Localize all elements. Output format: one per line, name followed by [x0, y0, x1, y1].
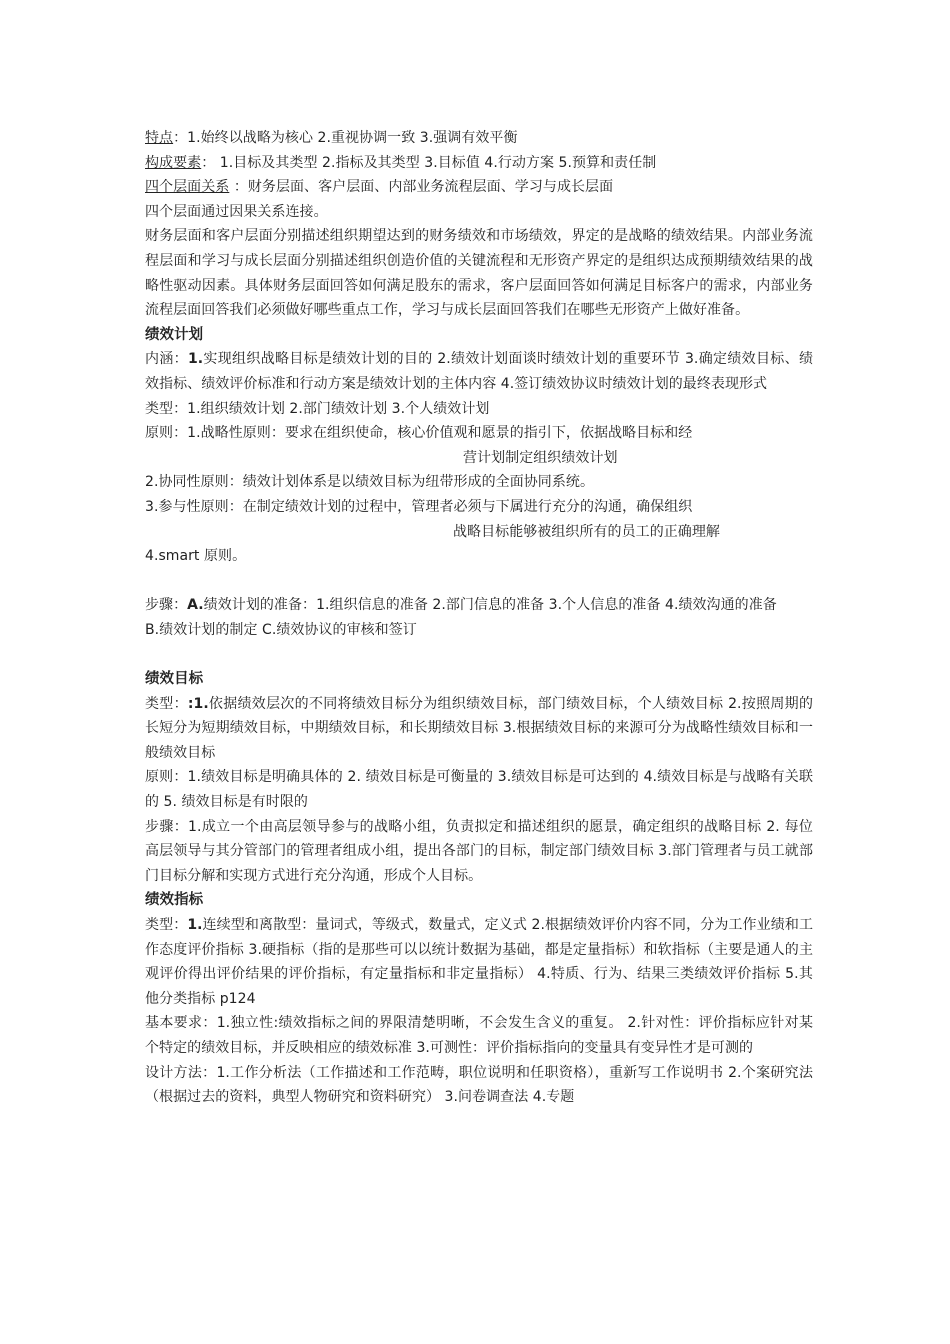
indicator-types-prefix: 类型：	[145, 917, 188, 933]
elements-line	[145, 151, 813, 176]
four-levels-line	[145, 175, 813, 200]
levels-paragraph: 财务层面和客户层面分别描述组织期望达到的财务绩效和市场绩效，界定的是战略的绩效结果。内部业务流程层面和学习与成长层面分别描述组织创造价值的关键流程和无形资产界定的是组织达成预期绩效结果的战略性驱动因素。具体财务层面回答如何满足股东的需求，客户层面回答如何满足目标客户的需求，内部业务流程层面回答我们必须做好哪些重点工作，学习与成长层面回答我们在哪些无形资产上做好准备。	[145, 228, 813, 319]
plan-steps-text: 绩效计划的准备：1.组织信息的准备 2.部门信息的准备 3.个人信息的准备 4.绩效沟通的准备	[203, 597, 777, 614]
goal-steps: 步骤：1.成立一个由高层领导参与的战略小组，负责拟定和描述组织的愿景，确定组织的战略目标 2. 每位高层领导与其分管部门的管理者组成小组，提出各部门的目标，制定部门绩效目标 3.部门管理者与员工就部门目标分解和实现方式进行充分沟通，形成个人目标。	[145, 818, 813, 884]
spacer	[145, 642, 813, 667]
plan-principle-3-cont: 战略目标能够被组织所有的员工的正确理解	[453, 523, 720, 540]
indicator-types-text: 连续型和离散型：量词式，等级式，数量式，定义式 2.根据绩效评价内容不同，分为工作业绩和工作态度评价指标 3.硬指标（指的是那些可以以统计数据为基础，都是定量指标）和软指标（主要是通人的主观评价得出评价结果的评价指标，有定量指标和非定量指标） 4.特质、行为、结果三类绩效评价指标 5.其他分类指标 p124	[145, 917, 813, 1007]
causal-line: 四个层面通过因果关系连接。	[145, 203, 328, 220]
plan-connotation-num: 1.	[187, 351, 204, 368]
four-levels-label: 四个层面关系	[145, 179, 230, 196]
features-text: ：1.始终以战略为核心 2.重视协调一致 3.强调有效平衡	[173, 130, 518, 146]
plan-steps-letter: A.	[187, 597, 204, 614]
indicator-requirements: 基本要求：1.独立性:绩效指标之间的界限清楚明晰，不会发生含义的重复。 2.针对性：评价指标应针对某个特定的绩效目标，并反映相应的绩效标准 3.可测性：评价指标指向的变量具有变异性才是可测的	[145, 1015, 813, 1056]
goal-types-num: :1.	[187, 695, 209, 712]
plan-principle-1: 原则：1.战略性原则：要求在组织使命，核心价值观和愿景的指引下，依据战略目标和经	[145, 425, 693, 442]
features-label: 特点	[145, 130, 174, 146]
goal-principles: 原则：1.绩效目标是明确具体的 2. 绩效目标是可衡量的 3.绩效目标是可达到的 4.绩效目标是与战略有关联的 5. 绩效目标是有时限的	[145, 769, 813, 811]
plan-steps-prefix: 步骤：	[145, 597, 188, 614]
indicator-heading: 绩效指标	[145, 892, 204, 909]
plan-principle-4: 4.smart 原则。	[145, 548, 247, 565]
plan-steps	[145, 593, 813, 618]
plan-principle-3: 3.参与性原则：在制定绩效计划的过程中，管理者必须与下属进行充分的沟通，确保组织	[145, 498, 693, 515]
plan-types: 类型：1.组织绩效计划 2.部门绩效计划 3.个人绩效计划	[145, 400, 490, 417]
goal-types-text: 依据绩效层次的不同将绩效目标分为组织绩效目标，部门绩效目标，个人绩效目标 2.按照周期的长短分为短期绩效目标，中期绩效目标，和长期绩效目标 3.根据绩效目标的来源可分为战略性绩效目标和一般绩效目标	[145, 695, 813, 761]
indicator-types-num: 1.	[187, 917, 203, 933]
plan-connotation	[145, 347, 813, 396]
plan-principle-2: 2.协同性原则：绩效计划体系是以绩效目标为纽带形成的全面协同系统。	[145, 474, 595, 491]
goal-types-prefix: 类型：	[145, 695, 188, 712]
plan-steps-b: B.绩效计划的制定 C.绩效协议的审核和签订	[145, 621, 417, 638]
plan-connotation-prefix: 内涵：	[145, 351, 188, 368]
elements-label: 构成要素	[145, 154, 202, 171]
indicator-design: 设计方法：1.工作分析法（工作描述和工作范畴，职位说明和任职资格），重新写工作说明书 2.个案研究法（根据过去的资料，典型人物研究和资料研究） 3.问卷调查法 4.专题	[145, 1064, 813, 1106]
spacer	[145, 569, 813, 594]
plan-heading: 绩效计划	[145, 326, 204, 343]
goal-types	[145, 692, 813, 766]
indicator-types	[145, 913, 813, 1011]
goal-heading: 绩效目标	[145, 671, 204, 688]
plan-connotation-text: 实现组织战略目标是绩效计划的目的 2.绩效计划面谈时绩效计划的重要环节 3.确定绩效目标、绩效指标、绩效评价标准和行动方案是绩效计划的主体内容 4.签订绩效协议时绩效计划的最终表现形式	[145, 351, 813, 392]
document-body	[145, 126, 813, 1110]
elements-text: ： 1.目标及其类型 2.指标及其类型 3.目标值 4.行动方案 5.预算和责任制	[201, 154, 657, 171]
features-line	[145, 126, 813, 151]
four-levels-text: ：财务层面、客户层面、内部业务流程层面、学习与成长层面	[229, 179, 614, 196]
plan-principle-1-cont: 营计划制定组织绩效计划	[463, 449, 618, 466]
